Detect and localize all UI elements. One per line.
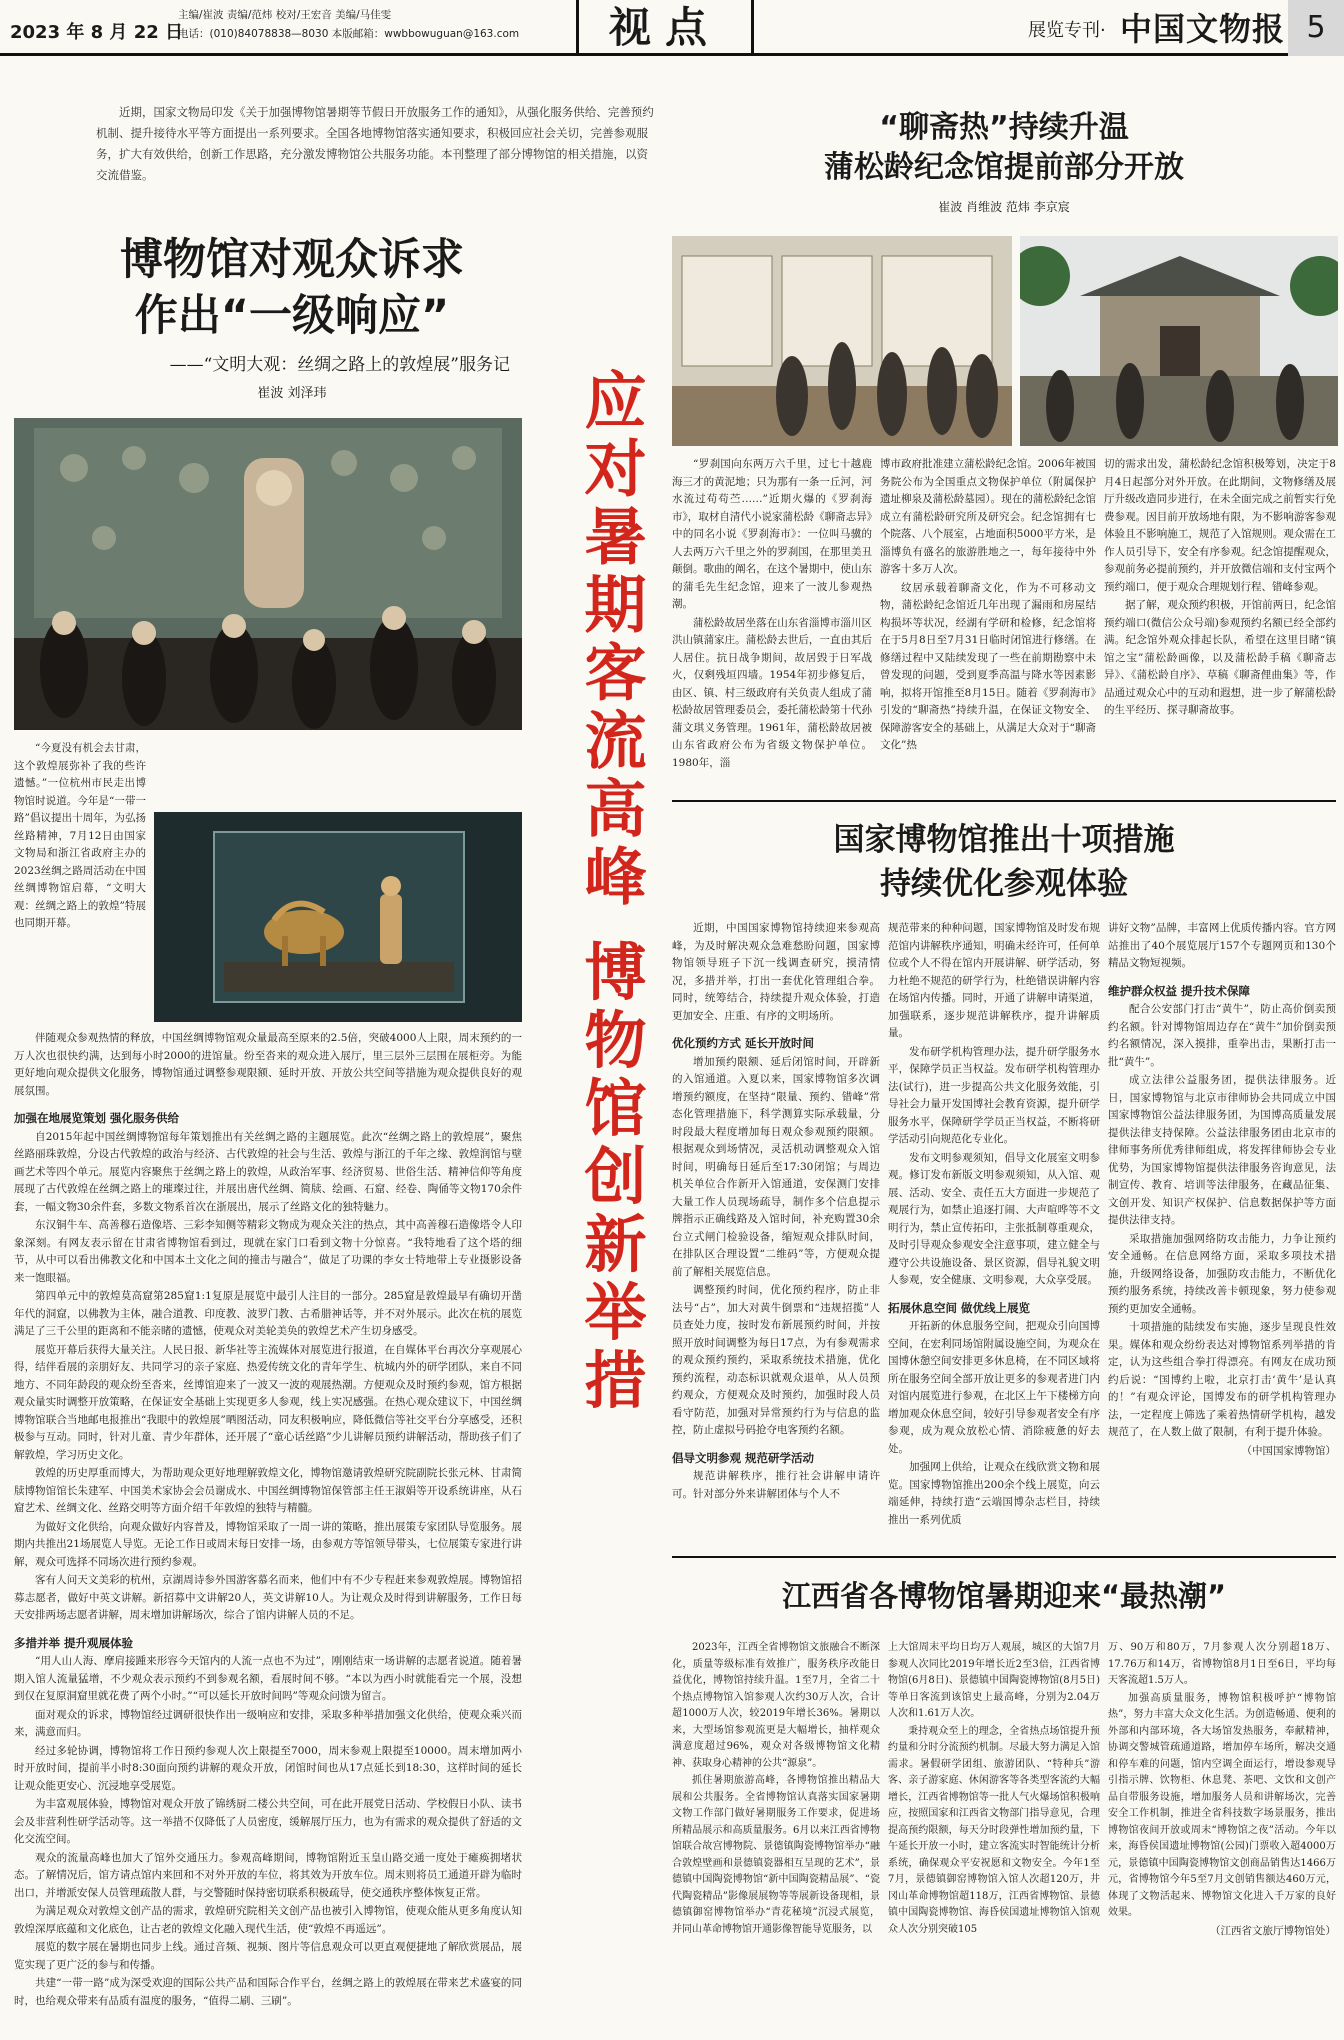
divider-article3 [672,1556,1336,1558]
feature-vertical-title: 应对暑期客流高峰 博物馆创新举措 [574,368,647,1416]
article2-c1b: 蒲松龄故居坐落在山东省淄博市淄川区洪山镇蒲家庄。蒲松龄去世后，一直由其后人居住。抗日战争期间，故居毁于日军战火，仅剩残垣四墙。1954年初步修复后，由区、镇、村三级政府有关负责人组成了蒲松龄故居管理委员会，委托蒲松龄第十代孙蒲文琪义务管理。1961年，蒲松龄故居被山东省政府公布为省级文物保护单位。1980年，淄 [672,616,872,769]
page-number: 5 [1288,0,1344,56]
photo-exhibit-showcase [154,812,522,1022]
article3-c2: 规范带来的种种问题，国家博物馆及时发布规范馆内讲解秩序通知，明确未经许可，任何单位或个人不得在馆内开展讲解、研学活动，努力杜绝不规范的研学行为，杜绝错误讲解内容在场馆内传播。同时，开通了讲解申请渠道，加强联系，逐步规范讲解秩序，提升讲解质量。 [888,922,1100,1039]
article1-p5: 敦煌的历史厚重而博大，为帮助观众更好地理解敦煌文化，博物馆邀请敦煌研究院副院长张元林、甘肃简牍博物馆馆长朱建军、中国美术家协会会员谢成水、中国丝绸博物馆保管部主任王淑娟等开设系统讲座，从石窟艺术、丝绸文化、丝路交明等方面介绍千年敦煌的独特与精髓。 [14,1467,522,1514]
article1-side-p1: “今夏没有机会去甘肃，这个敦煌展弥补了我的些许遗憾。”一位杭州市民走出博物馆时说道。今年是“一带一路”倡议提出十周年，为弘扬丝路精神，7月12日由国家文物局和浙江省政府主办的2023丝绸之路周活动在中国丝绸博物馆启幕，“文明大观：丝绸之路上的敦煌”特展也同期开幕。 [14,742,146,929]
divider-article2 [672,800,1336,802]
article1-p13: 为满足观众对敦煌文创产品的需求，敦煌研究院相关文创产品也被引入博物馆，使观众能从更多角度认知敦煌深厚底蕴和文化底色，让古老的敦煌文化融入现代生活，使“敦煌不再遥远”。 [14,1905,522,1935]
article1-p11: 为丰富观展体验，博物馆对观众开放了锦绣厨二楼公共空间，可在此开展党日活动、学校假日小队、读书会及非营利性研学活动等。这一举措不仅降低了人员密度，缓解展厅压力，也为有需求的观众提供了舒适的文化交流空间。 [14,1798,522,1845]
article3-c3e: 十项措施的陆续发布实施，逐步呈现良性效果。媒体和观众纷纷表达对博物馆系列举措的肯定，认为这些组合拳打得漂亮。有网友在成功预约后说：“国博约上啦，北京打击‘黄牛’是认真的！”有观众评论，国博发布的研学机构管理办法，一定程度上筛选了乘着热情研学机构，越发规范了，在人数上做了限制，有利于提升体验。 [1108,1321,1336,1438]
article3-c1c: 调整预约时间，优化预约程序，防止非法号“占”，加大对黄牛倒票和“违规招揽”人员查处力度，按时发布新展预约时间，并按照开放时间调整为每日17点，为有参观需求的观众预约预约，采取系统技术措施，优化预约流程，动态标识就观众退单，从人员预约观众，方便观众及时预约，加强时段人员看守防范，加强对异常预约行为与信息的监控，防止虚拟号码抢夺电客预约名额。 [672,1284,880,1436]
article3-c2c: 发布文明参观须知，倡导文化展室文明参观。修订发布新版文明参观须知，从入馆、观展、活动、安全、责任五大方面进一步规范了观展行为，如禁止追逐打闹、大声喧哗等不文明行为，禁止宣传拓印，主张抵制尊重观众，及时引导观众参观安全注意事项，建立健全与遵守公共设施设备、景区资源，倡导礼貌文明人参观，安全健康、文明参观，大众享受展。 [888,1151,1100,1286]
article2-col1 [672,456,872,773]
article4-source: （江西省文旅厅博物馆处） [1210,1924,1336,1937]
article1-title [14,232,570,344]
newspaper-name: 中国文物报 [1120,10,1286,48]
article3-title-line2: 持续优化参观体验 [880,866,1128,902]
special-edition-label: 展览专刊· [1028,20,1106,41]
article2-title [672,108,1336,188]
article1-p7: 客有人问天文美彩的杭州，京湖周诗参外国游客慕名而来，他们中有不少专程赶来参观敦煌展。博物馆招募志愿者，做好中英文讲解。新招募中文讲解20人，英文讲解10人。为让观众及时得到讲解服务，工作日每天安排两场志愿者讲解，周末增加讲解场次，综合了馆内讲解人员的不足。 [14,1574,522,1621]
article4-col3 [1108,1640,1336,1940]
credits-line1: 主编/崔波 责编/范炜 校对/王宏音 美编/马佳雯 [178,9,392,21]
article1-subhead2: 多措并举 提升观展体验 [14,1635,134,1650]
article3-c3d: 采取措施加强网络防攻击能力，力争让预约安全通畅。在信息网络方面，采取多项技术措施，升级网络设备，加强防攻击能力，不断优化预约服务系统，持续改善卡顿现象，努力使参观预约更加安全通畅。 [1108,1232,1336,1315]
article1-subtitle: ——“文明大观：丝绸之路上的敦煌展”服务记 [169,355,510,375]
article1-p1: 自2015年起中国丝绸博物馆每年策划推出有关丝绸之路的主题展览。此次“丝绸之路上的敦煌展”，聚焦丝路丽珠敦煌，分设古代敦煌的政治与经济、古代敦煌的社会与生活、敦煌与浙江的千年之缘、敦煌润馆与壁画艺术等四个单元。展览内容聚焦于丝绸之路上的敦煌，从政治军事、经济贸易、世俗生活、精神信仰等角度展现了古代敦煌在丝绸之路上的璀璨过往，并展出唐代丝绸、简牍、绘画、石窟、经卷、陶俑等文物170余件套，一幅文物30余件套，多数文物系首次在浙展出，展示了丝路文化的独特魅力。 [14,1130,522,1213]
article4-c3: 万、90万和80万，7月参观人次分别超18万、17.76万和14万，省博物馆8月1日至6日，平均每天客流超1.5万人。 [1108,1642,1336,1686]
article3-subhead3: 拓展休息空间 做优线上展览 [888,1300,1031,1315]
article1-title-line1: 博物馆对观众诉求 [120,235,464,285]
article3-c2e: 加强网上供给，让观众在线欣赏文物和展览。国家博物馆推出200余个线上展览，向云端延伸，持续打造“云端国博杂志栏目，持续推出一系列优质 [888,1461,1100,1526]
article1-p9: 面对观众的诉求，博物馆经过调研很快作出一级响应和安排，采取多种举措加强文化供给，使观众乘兴而来，满意而归。 [14,1708,522,1738]
article3-c1d: 规范讲解秩序，推行社会讲解申请许可。针对部分外来讲解团体与个人不 [672,1470,880,1500]
article1-subhead1: 加强在地展览策划 强化服务供给 [14,1111,180,1125]
article3-title [672,818,1336,906]
memorial-gate-illustration [1020,236,1338,446]
cave-illustration [14,418,522,730]
section-title: 视点 [576,0,754,56]
article1-p4: 展览开幕后获得大量关注。人民日报、新华社等主流媒体对展览进行报道，在自媒体平台再次分享观展心得，结伴看展的亲朋好友、共同学习的亲子家庭、热爱传统文化的青年学生、杭城内外的研学团队，来自不同地方、不同年龄段的观众纷至沓来，丝博馆迎来了一波又一波的观展热潮。方便观众及时预约参观，馆方根据观众量实时调整开放策略，在保证安全基础上实现更多人参观，线上实况感强。在热心观众建议下，中国丝绸博物馆联合当地邮电报推出“我眼中的敦煌展”晒图活动，同友积极响应，降低微信等社交平台分享感受，还积极参与互动。同时，针对儿童、青少年群体，还开展了“童心话丝路”少儿讲解员预约讲解活动，帮助孩子们了解敦煌，学习历史文化。 [14,1343,522,1461]
article3-subhead1: 优化预约方式 延长开放时间 [672,1036,815,1050]
article4-col1 [672,1640,880,1939]
article4-col2 [888,1640,1100,1939]
article2-col3 [1104,456,1336,721]
article3-c1: 近期，中国国家博物馆持续迎来参观高峰，为及时解决观众急难愁盼问题，国家博物馆领导班子下沉一线调查研究，摸清情况，多措并举，打出一套优化管理组合拳。同时，统筹结合，持续提升观众体验，打造更加安全、庄重、有序的文明场所。 [672,922,880,1022]
article2-authors: 崔波 肖维波 范炜 李京宸 [938,200,1070,214]
article4-c1: 2023年，江西全省博物馆文旅融合不断深化，质量等级标准有效推广，服务秩序改能日益优化，博物馆持续升温。1至7月，全省二十个热点博物馆入馆参观人次约30万人次，合计超1000万人次，较2019年增长36%。暑期以来，大型场馆参观流更是大幅增长，抽样观众满意度超过96%，观众对各级博物馆文化精神、获取身心精神的公共“源泉”。 [672,1642,880,1769]
article4-c2b: 秉持观众至上的理念，全省热点场馆提升预约量和分时分流预约机制。尽最大努力满足入馆需求。暑假研学团组、旅游团队、“特种兵”游客、亲子游家庭、休闲游客等各类型客流约大幅增长，江西省博物馆等一批人气火爆场馆积极响应，按照国家和江西省文物部门指导意见，合理提高预约限额，每天分时段弹性增加预约量，下午延长开放一小时，建立客流实时智能统计分析系统，确保观众平安祝愿和文物安全。今年1至7月，景德镇御窑博物馆入馆人次超120万，井冈山革命博物馆超118万，江西省博物馆、景德镇中国陶瓷博物馆、海昏侯国遗址博物馆入馆观众人次分别突破105 [888,1725,1100,1935]
photo-dunhuang-cave-replica [14,418,522,730]
article3-source: （中国国家博物馆） [1241,1444,1336,1457]
article4-c1b: 抓住暑期旅游高峰，各博物馆推出精品大展和公共服务。全省博物馆认真落实国家暑期文物工作部门做好暑期服务工作要求，促进场所精品展示和高质量服务。6月以来江西省博物馆联合故宫博物院、景德镇陶瓷博物馆举办“融合敦煌壁画和景德镇瓷器相互呈现的艺术”，景德镇中国陶瓷博物馆“新中国陶瓷精品展”、“瓷代陶瓷精品”影像展展物等等展新设备现相，景德镇御窑博物馆举办“青花秘境”沉浸式展览，并同山革命博物馆开通影像智能导览服务，以 [672,1775,880,1935]
article1-body [14,1030,522,2011]
article1-side-p2: 伴随观众参观热情的释放，中国丝绸博物馆观众量最高至原来的2.5倍，突破4000人上限，周末预约的一万人次也很快约满，达到每小时2000的进馆量。纷至沓来的观众进入展厅，里三层外三层围在展柜旁。为能更好地向观众提供文化服务，博物馆通过调整参观限额、延时开放、开放公共空间等措施为观众提供良好的观展氛围。 [14,1032,522,1097]
article3-subhead4: 维护群众权益 提升技术保障 [1108,983,1251,998]
article1-p3: 第四单元中的敦煌莫高窟第285窟1:1复原是展览中最引人注目的一部分。285窟是敦煌最早有确切开凿年代的洞窟，以佛教为主体，融合道教、印度教、波罗门教、古希腊神话等，并不对外展示。此次在杭的展览满足了三千公里的距离和不能亲睹的遗憾，使观众对美轮美奂的敦煌艺术产生切身感受。 [14,1290,522,1337]
article1-p10: 经过多轮协调，博物馆将工作日预约参观人次上限提至7000，周末参观上限提至10000。周末增加两小时开放时间，提前半小时8:30面向预约讲解的观众开放，闭馆时间也从17点延长到18:30，这样时间的延长让观众能更安心、沉浸地享受展览。 [14,1744,522,1792]
article1-p6: 为做好文化供给，向观众做好内容普及，博物馆采取了一周一讲的策略，推出展策专家团队导览服务。展期内共推出21场展览人导览。无论工作日或周末每日安排一场，由参观方等馆领导带头，七位展策专家进行讲解，观众可选择不同场次进行预约参观。 [14,1520,522,1568]
article3-c3: 讲好文物”品牌，丰富网上优质传播内容。官方网站推出了40个展览展厅157个专题网页和130个精品文物短视频。 [1108,922,1336,969]
photo-pu-songling-memorial-gate [1020,236,1338,446]
article3-col3 [1108,920,1336,1461]
article2-col2 [880,456,1096,756]
article2-c3b: 据了解，观众预约积极，开馆前两日，纪念馆预约端口(微信公众号端)参观预约名额已经全部约满。纪念馆外观众排起长队，希望在这里目睹“镇馆之宝”蒲松龄画像，以及蒲松龄手稿《聊斋志异》、《蒲松龄自序》、草稿《聊斋俚曲集》等，作品通过观众心中的互动和遐想，进一步了解蒲松龄的生平经历、探寻聊斋故事。 [1104,599,1336,716]
article2-c1: “罗刹国向东两万六千里，过七十越鹿海三才的黄泥地；只为那有一条一丘河，河水流过苟苟苎……”近期火爆的《罗刹海市》，取材自清代小说家蒲松龄《聊斋志异》中的同名小说《罗刹海市》：一位叫马骥的人去两万六千里之外的罗刹国，在那里美丑颠倒。歌曲的阐名，在这个暑期中，使山东的蒲毛先生纪念馆，迎来了一波儿参观热潮。 [672,458,872,610]
article1-p2: 东汉铜牛车、高善穆石造像塔、三彩李知侧等精彩文物成为观众关注的热点，其中高善穆石造像塔令人印象深刻。有网友表示留在甘肃省博物馆看到过，现就在家门口看到文物十分惊喜。“我特地看了这个塔的细节，从中可以看出佛教文化和中国本土文化之间的撞击与融合”，做足了功课的李女士特地带上专业摄影设备来一饱眼福。 [14,1219,522,1284]
article3-subhead2: 倡导文明参观 规范研学活动 [672,1450,815,1465]
photo-pu-songling-exhibition-hall [672,236,1012,446]
exhibition-hall-illustration [672,236,1012,446]
article1-title-line2: 作出“一级响应” [134,291,450,341]
article3-c1b: 增加预约限额、延后闭馆时间，开辟新的入馆通道。入夏以来，国家博物馆多次调增预约额度，在坚持“限量、预约、错峰”常态化管理措施下，科学测算实际承载量，分时段最大程度增加每日观众参观预约限额。根据观众到场情况，灵活机动调整观众入馆时间，明确每日延后至17:30闭馆；与周边机关单位合作新开入馆通道，安保测门安排大量工作人员现场疏导，制作多个信息提示牌指示正确线路及入馆时间，补充购置30余台立式闸门检验设备，缩短观众排队时间，在排队区合理设置“二维码”等，方便观众提前了解相关展览信息。 [672,1055,880,1278]
article1-authors: 崔波 刘泽玮 [257,386,327,401]
article2-c2: 博市政府批准建立蒲松龄纪念馆。2006年被国务院公布为全国重点文物保护单位（附属保护遗址柳泉及蒲松龄墓园）。现在的蒲松龄纪念馆成立有蒲松龄研究所及研究会。纪念馆拥有七个院落、八个展室，占地面积5000平方米，是淄博负有盛名的旅游胜地之一，每年接待中外游客十多万人次。 [880,458,1096,575]
article3-c3b: 配合公安部门打击“黄牛”，防止高价倒卖预约名额。针对博物馆周边存在“黄牛”加价倒卖预约名额情况，深入摸排，重拳出击，果断打击一批“黄牛”。 [1108,1003,1336,1068]
article4-title: 江西省各博物馆暑期迎来“最热潮” [781,1579,1227,1613]
showcase-illustration [154,812,522,1022]
masthead [0,0,1344,56]
article2-title-line2: 蒲松龄纪念馆提前部分开放 [824,150,1184,185]
article1-p15: 共建“一带一路”成为深受欢迎的国际公共产品和国际合作平台，丝绸之路上的敦煌展在带来艺术盛宴的同时，也给观众带来有品质有温度的服务，“值得二刷、三刷”。 [14,1977,522,2007]
editorial-credits [178,6,519,44]
article3-c2d: 开拓新的休息服务空间，把观众引向国博空间，在宏利同场馆附属设施空间，为观众在国博休憩空间安排更多休息椅，在不同区域将所在服务空间全部开放让更多的参观者进门内对馆内展览进行参观，在北区上午下楼梯方向增加观众休息空间，较好引导参观者安全有序参观，成为观众放松心情、消除疲惫的好去处。 [888,1320,1100,1455]
article1-p14: 展览的数字展在暑期也同步上线。通过音频、视频、图片等信息观众可以更直观便捷地了解欣赏展品，展览实现了更广泛的参与和传播。 [14,1941,522,1971]
issue-date: 2023 年 8 月 22 日 [10,22,184,43]
article2-c3: 切的需求出发，蒲松龄纪念馆积极筹划，决定于8月4日起部分对外开放。在此期间，文物修缮及展厅升级改造同步进行，在未全面完成之前暂实行免费参观。因目前开放场地有限，为不影响游客参观体验且不影响施工，规范了入馆规则。观众需在工作人员引导下，安全有序参观。纪念馆提醒观众，参观前务必提前预约，并开放微信端和支付宝两个预约端口，便于观众合理规划行程、错峰参观。 [1104,458,1336,593]
article3-col2 [888,920,1100,1530]
article1-p8: “用人山人海、摩肩接踵来形容今天馆内的人流一点也不为过”，刚刚结束一场讲解的志愿者说道。随着暑期入馆人流量猛增，不少观众表示预约不到参观名额，看展时间不够。“本以为西小时就能看完一个展，没想到仅在复原洞窟里就花费了两个小时。”“可以延长开放时间吗”等观众问馈为留言。 [14,1655,522,1702]
article4-c2: 上大馆周末平均日均万人观展，城区的大馆7月参观人次同比2019年增长近2至3倍，江西省博物馆(6月8日)、景德镇中国陶瓷博物馆(8月5日)等单日客流到该馆史上最高峰，分别为2.04万人次和1.61万人次。 [888,1642,1100,1719]
article1-side-text [14,740,146,934]
article4-c3b: 加强高质量服务，博物馆积极呼护“博物馆热”，努力丰富大众文化生活。为创造畅通、便利的外部和内部环境，各大场馆发热服务，奉献精神，协调交警城管疏通道路，增加停车场所，解决交通和停车难的问题，馆内空调全面运行，增设参观导引指示牌、饮物柜、休息凳、茶吧、文饮和文创产品自带服务设施，增加服务人员和讲解场次，完善安全工作机制，推进全省科技数字场景服务，推出博物馆夜间开放或周末“博物馆之夜”活动。今年以来，海昏侯国遗址博物馆(公园)门票收入超4000万元，景德镇中国陶瓷博物馆文创商品销售达1466万元，省博物馆今年5至7月文创销售额达460万元，体现了文物活起来、博物馆文化进入千万家的良好效果。 [1108,1692,1336,1918]
article3-c3c: 成立法律公益服务团，提供法律服务。近日，国家博物馆与北京市律师协会共同成立中国国家博物馆公益法律服务团，为国博高质量发展提供法律支持保障。公益法律服务团由北京市的律师事务所优秀律师组成，将发挥律师协会专业优势，为国家博物馆提供法律服务咨询意见，法制宣传、教育、培训等法律服务，在藏品征集、文创开发、知识产权保护、信息数据保护等方面提供法律支持。 [1108,1074,1336,1226]
editors-intro: 近期，国家文物局印发《关于加强博物馆暑期等节假日开放服务工作的通知》，从强化服务供给、完善预约机制、提升接待水平等方面提出一系列要求。全国各地博物馆落实通知要求，积极回应社会关切，完善参观服务，扩大有效供给，创新工作思路，充分激发博物馆公共服务功能。本刊整理了部分博物馆的相关措施，以资交流借鉴。 [96,105,654,182]
credits-line2: 电话：(010)84078838—8030 本版邮箱：wwbbowuguan@163.com [178,28,520,40]
article3-col1 [672,920,880,1504]
article3-c2b: 发布研学机构管理办法，提升研学服务水平，保障学员正当权益。发布研学机构管理办法(试行)，进一步提高公共文化服务效能，引导社会力量开发国博社会教育资源，提升研学服务水平，保障研学学员正当权益，不断将研学活动引向规范化专业化。 [888,1045,1100,1145]
article3-title-line1: 国家博物馆推出十项措施 [833,822,1175,858]
article2-title-line1: “聊斋热”持续升温 [879,110,1129,145]
article1-p12: 观众的流量高峰也加大了馆外交通压力。参观高峰期间，博物馆附近玉皇山路交通一度处于瘫痪拥堵状态。了解情况后，馆方请点馆内来回和不对外开放的车位，将其效为开放车位。周末则将员工通道开辟为临时出口，并增派安保人员管理疏散人群，与交警随时保持密切联系积极疏导，使交通秩序整体恢复正常。 [14,1851,522,1899]
article2-c2b: 纹居承载着聊斋文化，作为不可移动文物，蒲松龄纪念馆近几年出现了漏雨和房屋结构损坏等状况，经湖有学研和检修，纪念馆将在于5月8日至7月31日临时闭馆进行修缮。在修缮过程中又陆续发现了一些在前期勘察中未曾发现的问题，受到夏季高温与降水等因素影响，拟将开馆推至8月15日。随着《罗刹海市》引发的“聊斋热”持续升温，在保证文物安全、保障游客安全的基础上，从满足大众对于“聊斋文化”热 [880,581,1096,751]
